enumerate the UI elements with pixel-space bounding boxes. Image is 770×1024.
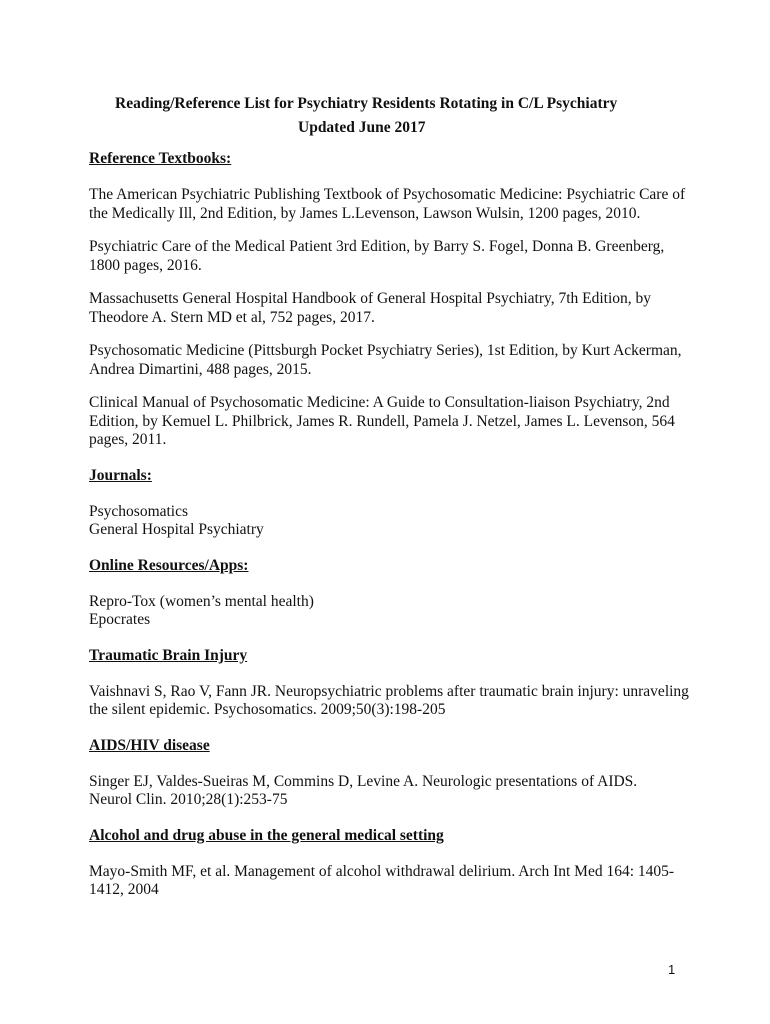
section-heading-alcohol-drug: Alcohol and drug abuse in the general medical setting [89,826,444,844]
resource-entry: Epocrates [89,611,151,628]
document-body [89,148,689,900]
title-line-2: Updated June 2017 [298,119,426,136]
reference-entry: Vaishnavi S, Rao V, Fann JR. Neuropsychiatric problems after traumatic brain injury: unraveling the silent epidemic. Psychosomatics. 2009;50(3):198-205 [89,682,689,718]
textbook-entry: Massachusetts General Hospital Handbook of General Hospital Psychiatry, 7th Edition, by Theodore A. Stern MD et al, 752 pages, 2017. [89,290,652,326]
textbook-entry: The American Psychiatric Publishing Textbook of Psychosomatic Medicine: Psychiatric Care of the Medically Ill, 2nd Edition, by James L.Levenson, Lawson Wulsin, 1200 pages, 2010. [89,186,686,222]
section-heading-tbi: Traumatic Brain Injury [89,646,248,664]
resource-entry: Repro-Tox (women’s mental health) [89,592,314,610]
reference-entry: Mayo-Smith MF, et al. Management of alcohol withdrawal delirium. Arch Int Med 164: 1405-1412, 2004 [89,862,675,898]
page-number: 1 [668,962,676,977]
reference-entry: Singer EJ, Valdes-Sueiras M, Commins D, Levine A. Neurologic presentations of AIDS. [89,772,638,790]
reference-entry: Neurol Clin. 2010;28(1):253-75 [89,791,288,808]
section-heading-aids-hiv: AIDS/HIV disease [89,736,210,754]
section-heading-journals: Journals: [89,466,152,484]
textbook-entry: Clinical Manual of Psychosomatic Medicine: A Guide to Consultation-liaison Psychiatry, 2nd Edition, by Kemuel L. Philbrick, James R. Rundell, Pamela J. Netzel, James L. Levenson, 564 pages, 2011. [89,394,675,448]
title-line-1: Reading/Reference List for Psychiatry Residents Rotating in C/L Psychiatry [115,95,618,112]
textbook-entry: Psychiatric Care of the Medical Patient 3rd Edition, by Barry S. Fogel, Donna B. Greenberg, 1800 pages, 2016. [89,238,665,274]
journal-entry: Psychosomatics [89,502,189,520]
textbook-entry: Psychosomatic Medicine (Pittsburgh Pocket Psychiatry Series), 1st Edition, by Kurt Ackerman, Andrea Dimartini, 488 pages, 2015. [89,342,682,378]
section-heading-online-resources: Online Resources/Apps: [89,556,249,574]
journal-entry: General Hospital Psychiatry [89,521,264,538]
section-heading-reference-textbooks: Reference Textbooks: [89,150,232,167]
